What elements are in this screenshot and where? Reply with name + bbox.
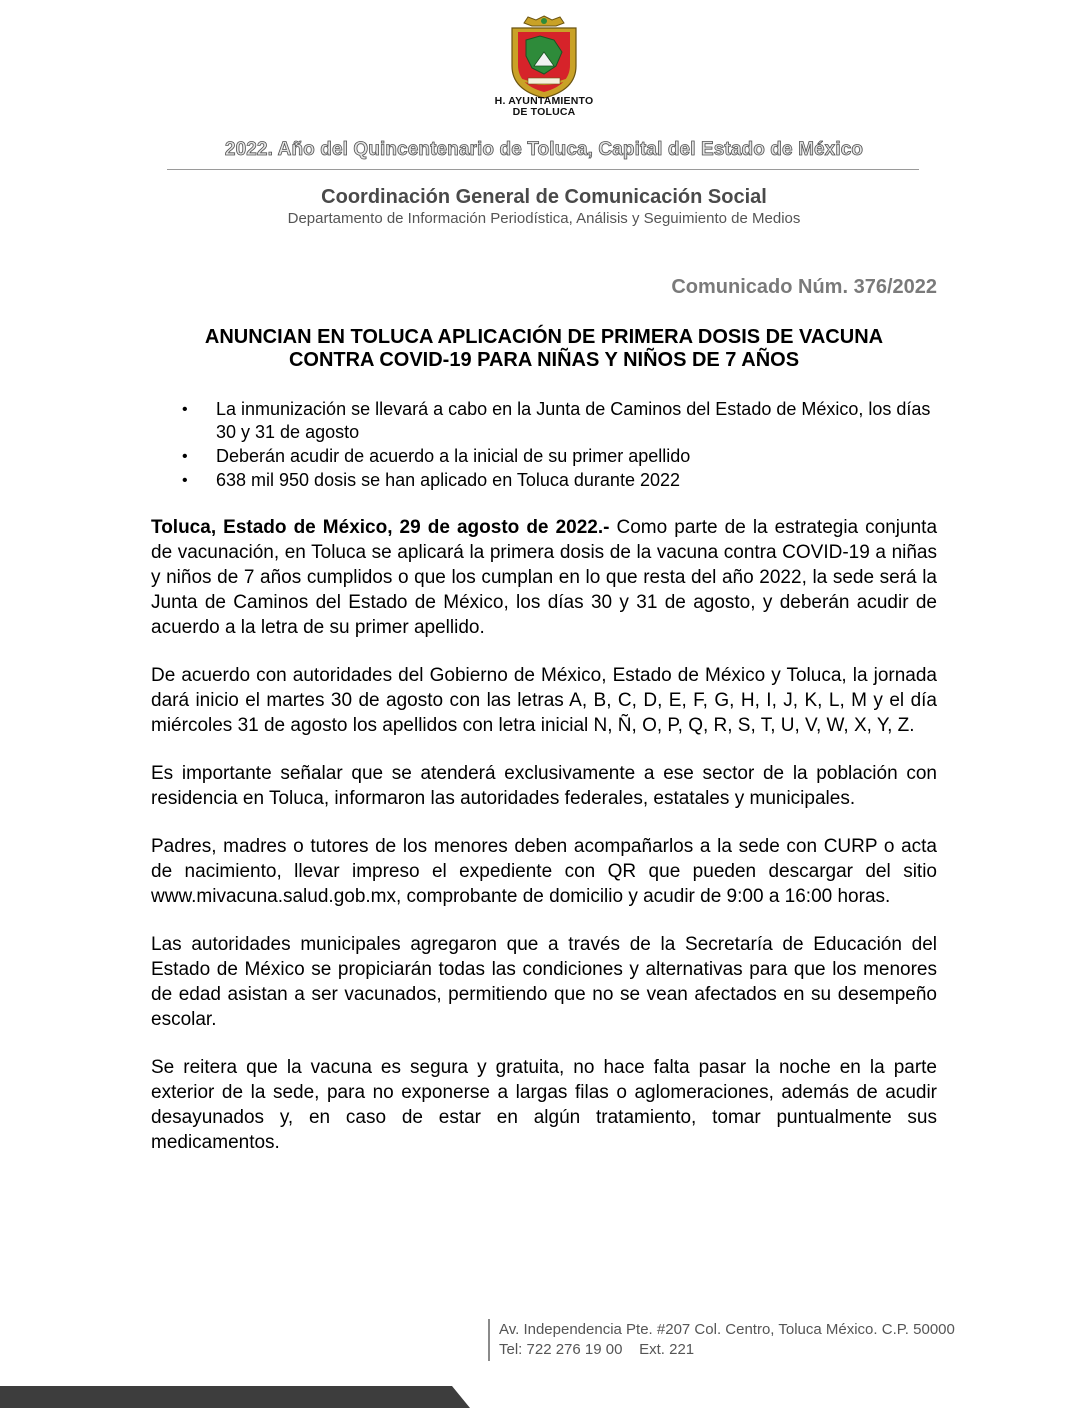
header-divider <box>167 169 919 170</box>
paragraph-3: Es importante señalar que se atenderá exclusivamente a ese sector de la población con residencia en Toluca, informaron las autoridades federales, estatales y municipales. <box>151 763 937 809</box>
toluca-crest-logo <box>504 14 584 100</box>
list-item <box>151 398 937 444</box>
headline-line1: ANUNCIAN EN TOLUCA APLICACIÓN DE PRIMERA DOSIS DE VACUNA <box>204 326 884 348</box>
crest-label-line1: H. AYUNTAMIENTO <box>494 95 594 107</box>
paragraph-1-text: Como parte de la estrategia conjunta de vacunación, en Toluca se aplicará la primera dosis de la vacuna contra COVID-19 a niñas y niños de 7 años cumplidos o que los cumplan en lo que resta del año 2022, la sede será la Junta de Caminos del Estado de México, los días 30 y 31 de agosto, y deberán acudir de acuerdo a la letra de su primer apellido. <box>151 517 938 638</box>
coordination-title: Coordinación General de Comunicación Social <box>321 186 767 208</box>
paragraph-1 <box>151 515 937 640</box>
list-item <box>151 469 937 492</box>
highlights-list <box>151 398 937 493</box>
headline <box>151 326 937 372</box>
bullet-icon: • <box>182 448 188 465</box>
comunicado-number: Comunicado Núm. 376/2022 <box>671 276 937 298</box>
bullet-icon: • <box>182 401 188 418</box>
bullet-text: 638 mil 950 dosis se han aplicado en Toluca durante 2022 <box>216 470 681 490</box>
paragraph-5: Las autoridades municipales agregaron que a través de la Secretaría de Educación del Estado de México se propiciarán todas las condiciones y alternativas para que los menores de edad asistan a ser vacunados, permitiendo que no se vean afectados en su desempeño escolar. <box>151 934 937 1030</box>
footer-band <box>0 1386 470 1408</box>
footer-address: Av. Independencia Pte. #207 Col. Centro, Toluca México. C.P. 50000 <box>499 1321 955 1338</box>
bullet-icon: • <box>182 472 188 489</box>
headline-line2: CONTRA COVID-19 PARA NIÑAS Y NIÑOS DE 7 AÑOS <box>288 349 800 371</box>
bullet-text: Deberán acudir de acuerdo a la inicial de su primer apellido <box>216 446 691 466</box>
list-item <box>151 445 937 468</box>
paragraph-2: De acuerdo con autoridades del Gobierno de México, Estado de México y Toluca, la jornada dará inicio el martes 30 de agosto con las letras A, B, C, D, E, F, G, H, I, J, K, L, M y el día miércoles 31 de agosto los apellidos con letra inicial N, Ñ, O, P, Q, R, S, T, U, V, W, X, Y, Z. <box>151 665 937 736</box>
crest-label <box>444 96 644 118</box>
footer-phone: Tel: 722 276 19 00 Ext. 221 <box>499 1341 695 1358</box>
year-banner: 2022. Año del Quincentenario de Toluca, Capital del Estado de México <box>224 139 864 160</box>
paragraph-4: Padres, madres o tutores de los menores deben acompañarlos a la sede con CURP o acta de nacimiento, llevar impreso el expediente con QR que pueden descargar del sitio www.mivacuna.salud.gob.mx, comprobante de domicilio y acudir de 9:00 a 16:00 horas. <box>151 836 937 907</box>
article-body <box>151 515 937 1178</box>
bullet-text: La inmunización se llevará a cabo en la Junta de Caminos del Estado de México, los días 30 y 31 de agosto <box>216 399 931 442</box>
dateline: Toluca, Estado de México, 29 de agosto de 2022.- <box>151 517 610 538</box>
crest-label-line2: DE TOLUCA <box>512 106 576 118</box>
footer-divider <box>488 1319 490 1361</box>
department-title: Departamento de Información Periodística, Análisis y Seguimiento de Medios <box>287 210 801 227</box>
paragraph-6: Se reitera que la vacuna es segura y gratuita, no hace falta pasar la noche en la parte exterior de la sede, para no exponerse a largas filas o aglomeraciones, además de acudir desayunados y, en caso de estar en algún tratamiento, tomar puntualmente sus medicamentos. <box>151 1057 937 1153</box>
